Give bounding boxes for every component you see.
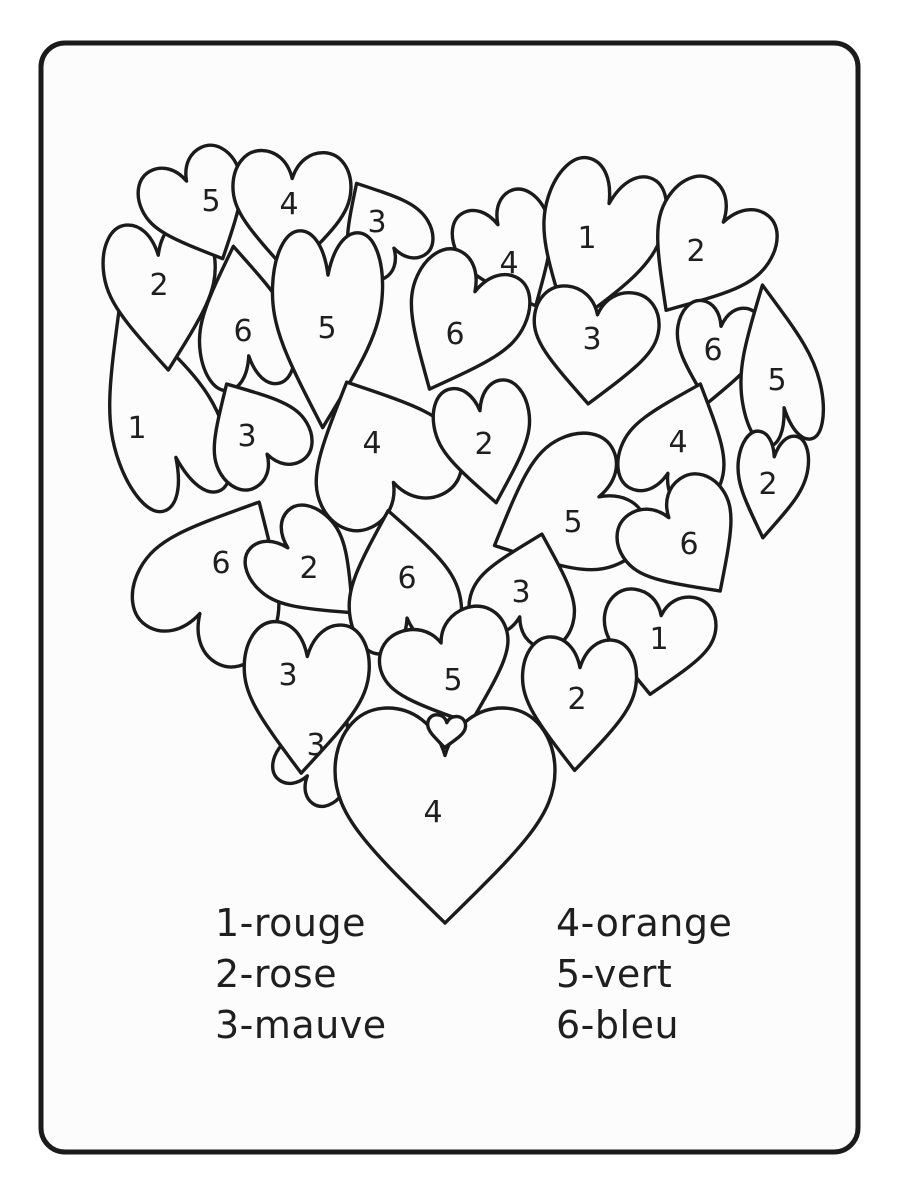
legend-item-rose: 2-rose [215,952,338,996]
heart-number: 3 [237,419,257,454]
heart-number: 5 [767,363,787,398]
heart-number: 3 [511,575,531,610]
legend-item-mauve: 3-mauve [215,1003,387,1047]
heart-number: 2 [149,268,169,303]
heart-number: 4 [279,187,299,222]
heart-number: 6 [397,561,417,596]
legend-item-vert: 5-vert [556,952,673,996]
heart-number: 3 [582,322,602,357]
heart-number: 6 [703,333,723,368]
heart-number: 1 [577,221,597,256]
heart-number: 5 [317,311,337,346]
heart-number: 2 [758,467,778,502]
heart-number: 1 [127,411,147,446]
heart-number: 4 [362,426,382,461]
heart-number: 1 [649,622,669,657]
heart-number: 3 [278,658,298,693]
heart-number: 3 [306,728,326,763]
heart-number: 2 [474,427,494,462]
heart-number: 2 [299,551,319,586]
heart-number: 6 [445,317,465,352]
heart-number: 5 [443,663,463,698]
heart-number: 6 [233,314,253,349]
legend-item-orange: 4-orange [556,901,733,945]
heart-number: 4 [668,425,688,460]
heart-number: 6 [211,546,231,581]
heart-number: 4 [423,795,443,830]
legend-item-rouge: 1-rouge [215,901,367,945]
heart-number: 6 [679,527,699,562]
heart-number: 3 [367,205,387,240]
heart-number: 5 [563,505,583,540]
heart-number: 4 [499,246,519,281]
legend-item-bleu: 6-bleu [556,1003,680,1047]
heart-number: 2 [567,682,587,717]
heart-number: 2 [686,234,706,269]
heart-number: 5 [201,184,221,219]
